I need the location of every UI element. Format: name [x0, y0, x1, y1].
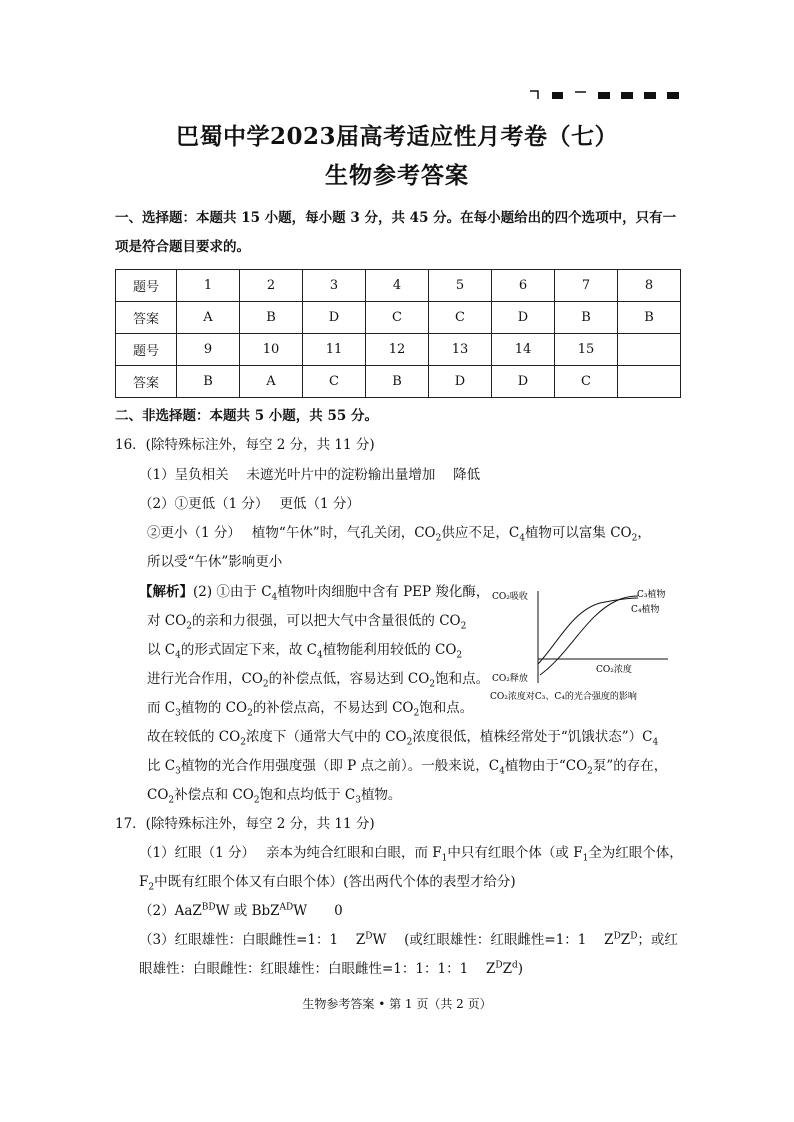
- table-cell: C: [429, 302, 492, 334]
- q16-answer-3: ②更小（1 分） 植物“午休”时，气孔关闭，$CO_2$供应不足，$C_4$植物可以富集 $CO_2$，: [147, 525, 651, 544]
- table-row: [116, 366, 681, 398]
- q17-answer-1-cont: $F_2$中既有红眼个体又有白眼个体）(答出两代个体的表型才给分): [139, 874, 516, 893]
- q16-analysis-6: 故在较低的 $CO_2$浓度下（通常大气中的 $CO_2$浓度很低，植株经常处于“饥饿状态$”)C_4$: [147, 729, 659, 748]
- table-cell: 15: [555, 334, 618, 366]
- table-cell: D: [492, 366, 555, 398]
- table-cell: B: [177, 366, 240, 398]
- section2-heading: 二、非选择题：本题共 5 小题，共 55 分。: [115, 408, 378, 424]
- q16-analysis-8: $CO_2$补偿点和 $CO_2$饱和点均低于 $C_3$植物。: [147, 787, 402, 806]
- q16-answer-2: （2）①更低（1 分） 更低（1 分）: [139, 496, 360, 512]
- y-neg-label: CO₂释放: [492, 674, 528, 684]
- table-cell: 2: [240, 270, 303, 302]
- table-cell: C: [555, 366, 618, 398]
- section1-line1: 一、选择题：本题共 15 小题，每小题 3 分，共 45 分。在每小题给出的四个选项中，只有一: [115, 210, 677, 226]
- table-cell: 14: [492, 334, 555, 366]
- table-cell: D: [429, 366, 492, 398]
- q17-answer-3-cont: 眼雄性：白眼雌性：红眼雄性：白眼雌性=1：1：1：1 $Z^DZ^d$): [139, 960, 523, 977]
- table-cell: D: [492, 302, 555, 334]
- q17-answer-2: （2）AaZ$^{BD}$W 或 BbZ$^{AD}$W 0: [139, 902, 343, 919]
- table-cell: 6: [492, 270, 555, 302]
- table-row-header: 答案: [116, 302, 177, 334]
- table-cell: A: [240, 366, 303, 398]
- table-cell: A: [177, 302, 240, 334]
- c4-label: C₄植物: [631, 605, 660, 615]
- table-row: [116, 302, 681, 334]
- x-label: CO₂浓度: [596, 665, 632, 675]
- table-cell: 1: [177, 270, 240, 302]
- co2-figure: [488, 583, 688, 705]
- table-row-header: 题号: [116, 334, 177, 366]
- document-title: 巴蜀中学2023届高考适应性月考卷（七）: [175, 123, 618, 150]
- table-cell: 5: [429, 270, 492, 302]
- section1-line2: 项是符合题目要求的。: [115, 239, 250, 255]
- table-cell: 10: [240, 334, 303, 366]
- table-cell: B: [555, 302, 618, 334]
- document-subtitle: 生物参考答案: [325, 162, 469, 189]
- q16-analysis-4: 进行光合作用，$CO_2$的补偿点低，容易达到 $CO_2$饱和点。: [147, 671, 490, 690]
- table-cell: 4: [366, 270, 429, 302]
- table-row-header: 题号: [116, 270, 177, 302]
- q16-analysis-5: 而 $C_3$植物的 $CO_2$的补偿点高，不易达到 $CO_2$饱和点。: [147, 700, 474, 719]
- q17-heading: 17．(除特殊标注外，每空 2 分，共 11 分): [115, 816, 375, 832]
- table-cell: B: [240, 302, 303, 334]
- table-cell: [618, 334, 681, 366]
- table-cell: 9: [177, 334, 240, 366]
- table-cell: D: [303, 302, 366, 334]
- table-cell: 3: [303, 270, 366, 302]
- c3-label: C₃植物: [637, 590, 666, 600]
- corner-marks: [530, 89, 685, 103]
- q16-answer-3-cont: 所以受“午休”影响更小: [147, 554, 283, 570]
- q16-analysis-7: 比 $C_3$植物的光合作用强度强（即 P 点之前）。一般来说，$C_4$植物由于“$CO_2$泵”的存在，: [147, 758, 668, 777]
- table-row-header: 答案: [116, 366, 177, 398]
- q17-answer-3: （3）红眼雄性：白眼雌性=1：1 $Z^DW$ (或红眼雄性：红眼雌性=1：1 $Z^DZ^D$；或红: [139, 931, 678, 948]
- figure-caption: CO₂浓度对C₃、C₄的光合强度的影响: [490, 692, 637, 702]
- q16-analysis-3: 以 $C_4$的形式固定下来，故 $C_4$植物能利用较低的 $CO_2$: [147, 642, 463, 661]
- y-label: CO₂吸收: [492, 592, 528, 602]
- q16-answer-1: （1）呈负相关 未遮光叶片中的淀粉输出量增加 降低: [139, 467, 481, 483]
- q17-answer-1: （1）红眼（1 分） 亲本为纯合红眼和白眼，而 $F_1$中只有红眼个体（或 $F_1$全为红眼个体，: [139, 845, 683, 864]
- table-cell: B: [366, 366, 429, 398]
- table-cell: 11: [303, 334, 366, 366]
- table-row: [116, 334, 681, 366]
- table-cell: 12: [366, 334, 429, 366]
- table-cell: 13: [429, 334, 492, 366]
- table-cell: C: [303, 366, 366, 398]
- table-cell: 7: [555, 270, 618, 302]
- table-cell: [618, 366, 681, 398]
- table-cell: B: [618, 302, 681, 334]
- page-footer: 生物参考答案 • 第 1 页（共 2 页）: [302, 997, 492, 1011]
- q16-analysis-2: 对 $CO_2$的亲和力很强，可以把大气中含量很低的 $CO_2$: [147, 613, 467, 632]
- q16-analysis-1: 【解析】(2) ①由于 $C_4$植物叶肉细胞中含有 PEP 羧化酶，: [139, 584, 490, 603]
- q16-heading: 16．(除特殊标注外，每空 2 分，共 11 分): [115, 437, 375, 453]
- c4-curve: [538, 598, 638, 664]
- table-cell: 8: [618, 270, 681, 302]
- table-row: [116, 270, 681, 302]
- table-cell: C: [366, 302, 429, 334]
- answer-table: [115, 269, 681, 398]
